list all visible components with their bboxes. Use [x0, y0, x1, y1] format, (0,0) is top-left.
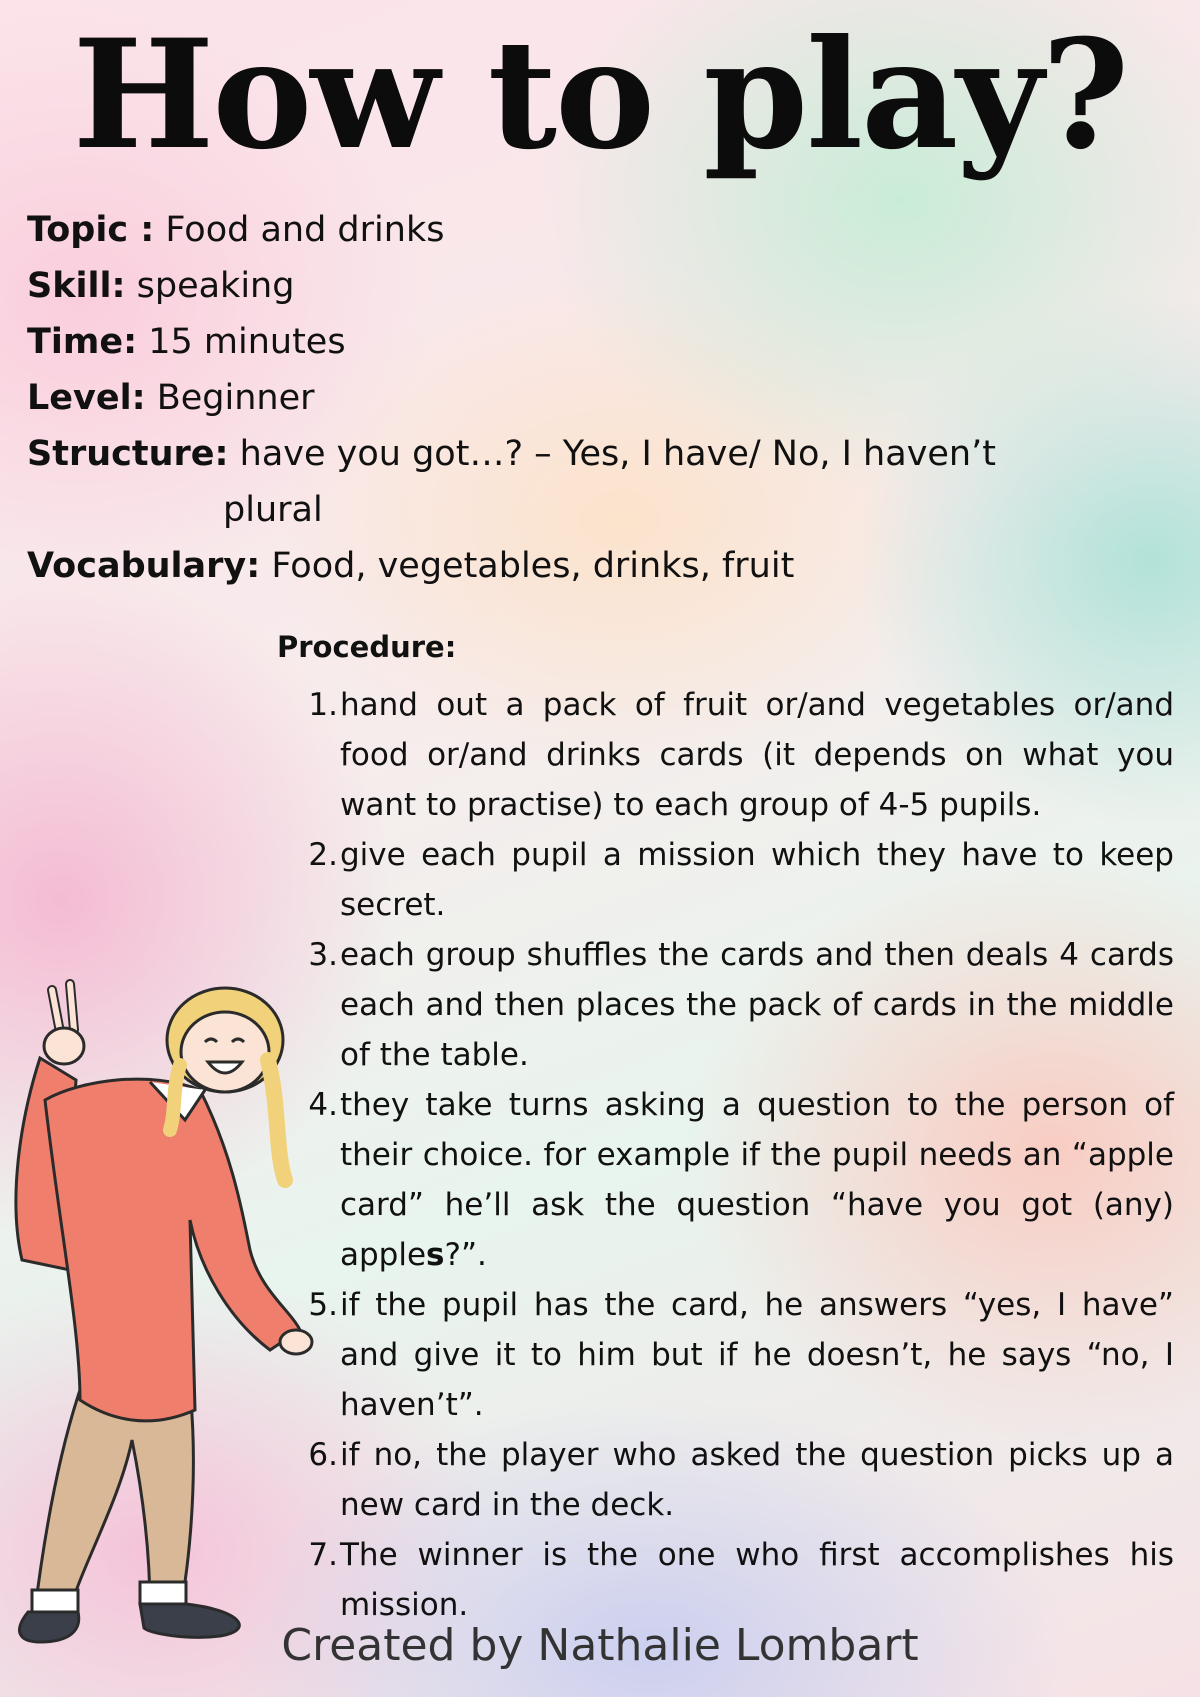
- step-number: 3.: [308, 937, 338, 973]
- step-text: if no, the player who asked the question picks up a new card in the deck.: [340, 1437, 1174, 1523]
- step-number: 6.: [308, 1437, 338, 1473]
- skill-label: Skill:: [27, 266, 126, 306]
- topic-row: [27, 202, 996, 258]
- pant-cuff-left: [32, 1590, 78, 1612]
- procedure-step: [300, 830, 1174, 930]
- procedure-step: [300, 1430, 1174, 1530]
- step-number: 4.: [308, 1087, 338, 1123]
- topic-value: Food and drinks: [165, 210, 445, 250]
- pants: [35, 1390, 193, 1610]
- vocabulary-row: [27, 538, 996, 594]
- braid-right: [268, 1060, 285, 1180]
- procedure-step: [300, 1530, 1174, 1630]
- skill-value: speaking: [136, 266, 295, 306]
- author-credit: Created by Nathalie Lombart: [281, 1620, 919, 1671]
- step-number: 1.: [308, 687, 338, 723]
- face: [181, 1012, 269, 1092]
- pant-cuff-right: [140, 1582, 186, 1604]
- time-value: 15 minutes: [148, 322, 346, 362]
- step-number: 5.: [308, 1287, 338, 1323]
- step-text: hand out a pack of fruit or/and vegetables or/and food or/and drinks cards (it depends on what you want to practise) to each group of 4-5 pupils.: [340, 687, 1174, 823]
- time-label: Time:: [27, 322, 138, 362]
- step-number: 7.: [308, 1537, 338, 1573]
- procedure-heading: Procedure:: [277, 630, 457, 664]
- step-4-end: ?”.: [444, 1237, 487, 1273]
- procedure-step: [300, 680, 1174, 830]
- vocabulary-value: Food, vegetables, drinks, fruit: [271, 546, 795, 586]
- procedure-step: [300, 1080, 1174, 1280]
- braid-left: [170, 1065, 180, 1130]
- level-value: Beginner: [156, 378, 315, 418]
- step-4-bold-s: s: [426, 1237, 445, 1273]
- vocabulary-label: Vocabulary:: [27, 546, 261, 586]
- structure-label: Structure:: [27, 434, 229, 474]
- girl-illustration: [0, 970, 330, 1650]
- structure-row: [27, 426, 996, 482]
- procedure-step: [300, 1280, 1174, 1430]
- time-row: [27, 314, 996, 370]
- procedure-list: [300, 680, 1174, 1630]
- step-text: [338, 1080, 1174, 1280]
- procedure-step: [300, 930, 1174, 1080]
- page-title: How to play?: [72, 7, 1128, 183]
- lowered-hand: [280, 1330, 312, 1354]
- step-4-main: they take turns asking a question to the person of their choice. for example if the pupil needs an “apple card” he’ll ask the question “have you got (any) apple: [340, 1087, 1174, 1273]
- topic-label: Topic :: [27, 210, 155, 250]
- skill-row: [27, 258, 996, 314]
- raised-hand: [44, 1028, 84, 1064]
- step-text: give each pupil a mission which they have to keep secret.: [340, 837, 1174, 923]
- step-number: 2.: [308, 837, 338, 873]
- step-text: each group shuffles the cards and then deals 4 cards each and then places the pack of cards in the middle of the table.: [340, 937, 1174, 1073]
- level-label: Level:: [27, 378, 146, 418]
- structure-value: have you got…? – Yes, I have/ No, I haven’t: [239, 434, 996, 474]
- step-text: if the pupil has the card, he answers “yes, I have” and give it to him but if he doesn’t, he says “no, I haven’t”.: [340, 1287, 1174, 1423]
- game-details: [27, 202, 996, 594]
- step-text: The winner is the one who first accomplishes his mission.: [340, 1537, 1174, 1623]
- level-row: [27, 370, 996, 426]
- structure-continuation: plural: [223, 490, 323, 530]
